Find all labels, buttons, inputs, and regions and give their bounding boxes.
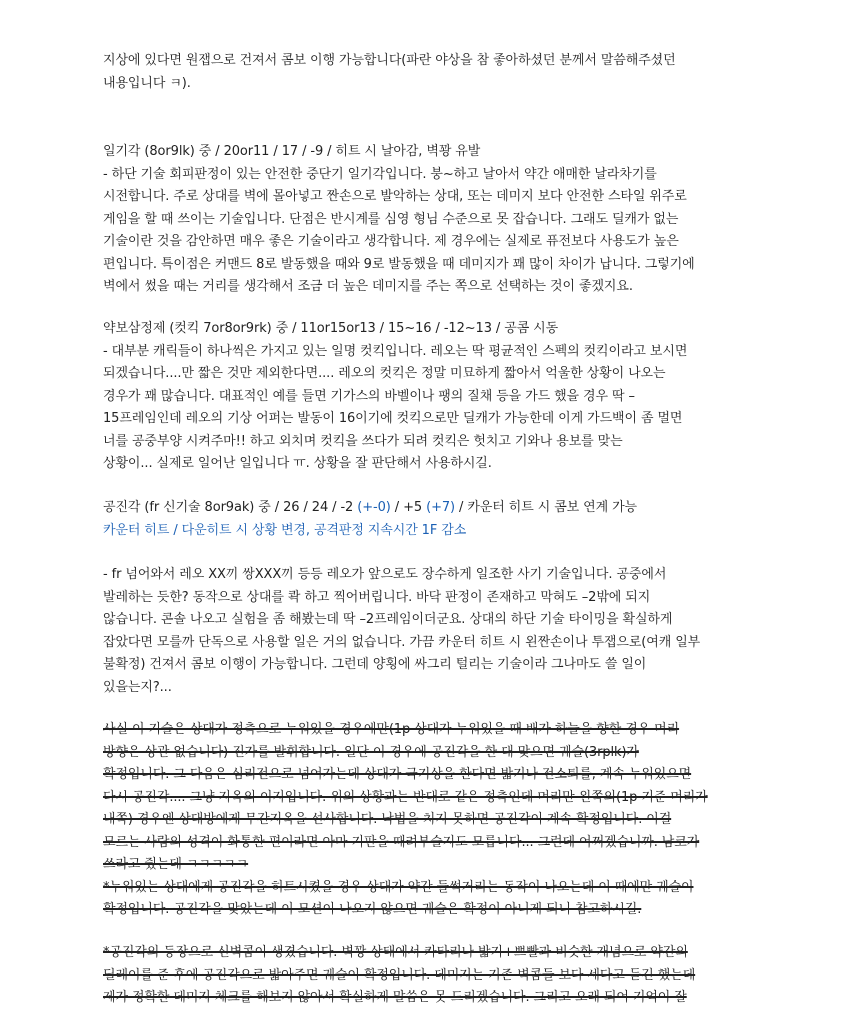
- heading-part: 공진각 (fr 신기술 8or9ak) 중 / 26 / 24 / -2: [103, 500, 358, 515]
- struck-line: 다시 공진각.... 그냥 지옥의 이지입니다. 위의 상황과는 반대로 같은 정측인데 머리만 왼쪽의(1p 기준 머리가: [103, 789, 708, 805]
- move-cutkick-section: [103, 318, 763, 476]
- text-line: 게임을 할 때 쓰이는 기술입니다. 단점은 반시계를 심영 형님 수준으로 못 잡습니다. 그래도 딜캐가 없는: [103, 211, 679, 227]
- text-line: - 하단 기술 회피판정이 있는 안전한 중단기 일기각입니다. 붕~하고 날아서 약간 애매한 날라차기를: [103, 166, 657, 182]
- text-line: 내용입니다 ㅋ).: [103, 75, 191, 91]
- struck-line: 제가 정확한 데미지 체크를 해보지 않아서 확실하게 말씀은 못 드리겠습니다. 그리고 오래 되어 기억이 잘: [103, 990, 687, 1005]
- text-line: 편입니다. 특이점은 커맨드 8로 발동했을 때와 9로 발동했을 때 데미지가 꽤 많이 차이가 납니다. 그렇기에: [103, 256, 695, 272]
- text-line: 잡았다면 모를까 단독으로 사용할 일은 거의 없습니다. 가끔 카운터 히트 시 왼짠손이나 투잽으로(여캐 일부: [103, 634, 701, 650]
- text-line: - 대부분 캐릭들이 하나씩은 가지고 있는 일명 컷킥입니다. 레오는 딱 평균적인 스펙의 컷킥이라고 보시면: [103, 343, 688, 359]
- struck-line: 모르는 사람의 성격이 화통한 편이라면 아마 기판을 때려부술지도 모릅니다... 그런데 어쩌겠습니까. 남코가: [103, 834, 700, 850]
- heading-part: / +5: [390, 500, 427, 515]
- struck-through-note-2: [103, 942, 763, 1010]
- move-heading: [103, 497, 763, 520]
- heading-part: / 카운터 히트 시 콤보 연계 가능: [455, 500, 638, 515]
- text-line: 기술이란 것을 감안하면 매우 좋은 기술이라고 생각합니다. 제 경우에는 실제로 퓨전보다 사용도가 높은: [103, 234, 679, 249]
- text-line: 있을는지?...: [103, 679, 172, 695]
- patch-value: (+-0): [357, 500, 391, 515]
- text-line: 되겠습니다....만 짧은 것만 제외한다면.... 레오의 컷킥은 정말 미묘하게 짧아서 억울한 상황이 나오는: [103, 366, 666, 381]
- move-heading: 약보삼정제 (컷킥 7or8or9rk) 중 / 11or15or13 / 15~16 / -12~13 / 공콤 시동: [103, 321, 559, 336]
- move-gongjingak-section: [103, 497, 763, 542]
- struck-line: *공진각의 등장으로 신벽콤이 생겼습니다. 벽꽝 상태에서 카타리나 밟기+쁘빨과 비슷한 개념으로 약간의: [103, 945, 688, 960]
- struck-line: 딜레이를 준 후에 공진각으로 밟아주면 궤슬이 확정입니다. 데미지는 기존 벽콤들 보다 세다고 듣긴 했는데: [103, 967, 696, 983]
- struck-line: *누워있는 상대에게 공진각을 히트시켰을 경우 상대가 약간 들썩거리는 동작이 나오는데 이 때에만 궤슬이: [103, 879, 694, 895]
- text-line: 시전합니다. 주로 상대를 벽에 몰아넣고 짠손으로 발악하는 상대, 또는 데미지 보다 안전한 스타일 위주로: [103, 189, 687, 204]
- text-line: - fr 넘어와서 레오 XX끼 쌍XXX끼 등등 레오가 앞으로도 장수하게 일조한 사기 기술입니다. 공중에서: [103, 567, 667, 582]
- move-heading: 일기각 (8or9lk) 중 / 20or11 / 17 / -9 / 히트 시 날아감, 벽꽝 유발: [103, 144, 481, 159]
- struck-line: 방향은 상관 없습니다) 진가를 발휘합니다. 일단 이 경우에 공진각을 한 대 맞으면 궤슬(3rplk)가: [103, 744, 639, 760]
- text-line: 지상에 있다면 원잽으로 건져서 콤보 이행 가능합니다(파란 야상을 참 좋아하셨던 분께서 말씀해주셨던: [103, 53, 676, 68]
- struck-line: 사실 이 기술은 상대가 정측으로 누워있을 경우에만(1p 상대가 누워있을 때 배가 하늘을 향한 경우 머리: [103, 722, 680, 737]
- struck-line: 쓰라고 줬는데 ㅋㅋㅋㅋㅋ: [103, 857, 249, 872]
- text-line: 경우가 꽤 많습니다. 대표적인 예를 들면 기가스의 바벨이나 팽의 질채 등을 가드 했을 경우 딱 –: [103, 388, 635, 404]
- text-line: 발레하는 듯한? 동작으로 상대를 콱 하고 찍어버립니다. 바닥 판정이 존재하고 막혀도 –2밖에 되지: [103, 589, 651, 605]
- text-line: 너를 공중부양 시켜주마!! 하고 외치며 컷킥을 쓰다가 되려 컷킥은 헛치고 기와나 용보를 맞는: [103, 433, 623, 449]
- text-line: 벽에서 썼을 때는 거리를 생각해서 조금 더 높은 데미지를 주는 쪽으로 선택하는 것이 좋겠지요.: [103, 279, 633, 294]
- move-gongjingak-body: [103, 564, 763, 699]
- move-ilgigak-section: [103, 141, 763, 299]
- text-line: 않습니다. 콘솔 나오고 실험을 좀 해봤는데 딱 –2프레임이더군요. 상대의 하단 기술 타이밍을 확실하게: [103, 612, 673, 627]
- patch-value: (+7): [426, 500, 456, 515]
- struck-line: 내쪽) 경우엔 상대방에게 무간지옥을 선사합니다. 낙법을 치지 못하면 공진각이 계속 확정입니다. 이걸: [103, 812, 672, 827]
- text-line: 상황이... 실제로 일어난 일입니다 ㅠ. 상황을 잘 판단해서 사용하시길.: [103, 456, 492, 471]
- struck-through-note-1: [103, 719, 763, 922]
- patch-note: 카운터 히트 / 다운히트 시 상황 변경, 공격판정 지속시간 1F 감소: [103, 522, 467, 538]
- intro-paragraph: [103, 50, 763, 95]
- struck-line: 확정입니다. 그 다음은 심리전으로 넘어가는데 상대가 극기상을 한다면 밟기나 전소퇴를, 계속 누워있으면: [103, 767, 692, 782]
- text-line: 15프레임인데 레오의 기상 어퍼는 발동이 16이기에 컷킥으로만 딜캐가 가능한데 이게 가드백이 좀 멀면: [103, 411, 683, 426]
- text-line: 불확정) 건져서 콤보 이행이 가능합니다. 그런데 양횡에 싸그리 털리는 기술이라 그나마도 쓸 일이: [103, 657, 647, 672]
- struck-line: 확정입니다. 공진각을 맞았는데 이 모션이 나오지 않으면 궤슬은 확정이 아니게 되니 참고하시길.: [103, 902, 642, 917]
